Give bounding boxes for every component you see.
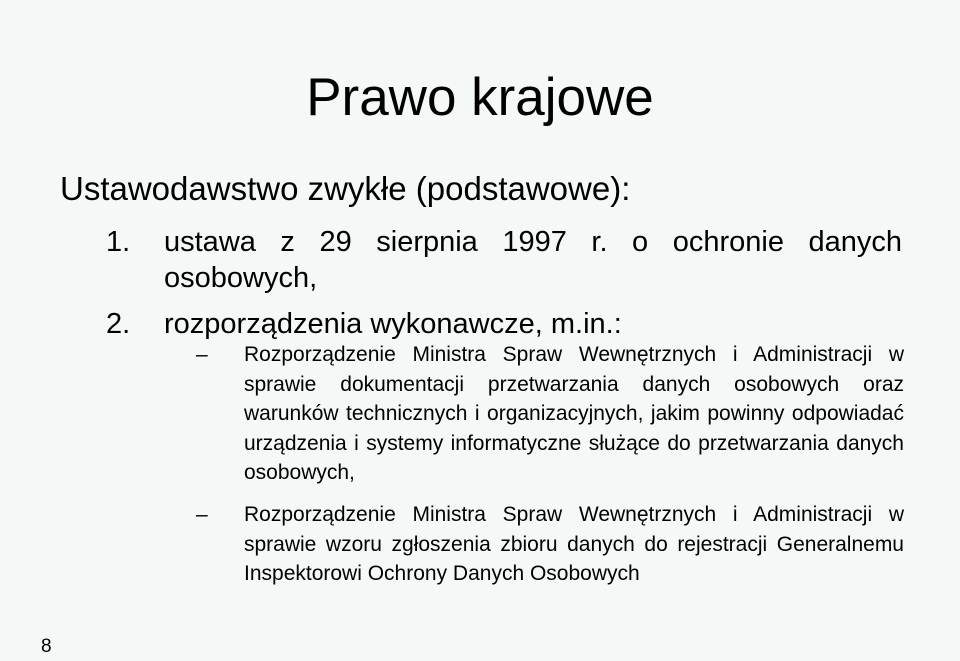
sub-item-1 — [196, 340, 904, 488]
item-text: rozporządzenia wykonawcze, m.in.: — [164, 308, 622, 340]
item-number: 1. — [106, 226, 131, 258]
sub-item-2 — [196, 500, 904, 589]
slide-title — [0, 66, 960, 130]
dash-bullet: – — [196, 343, 208, 366]
item-number: 2. — [106, 308, 131, 340]
sub-item-text: Rozporządzenie Ministra Spraw Wewnętrznych i Administracji w sprawie dokumentacji przetwarzania danych osobowych oraz warunków technicznych i organizacyjnych, jakim powinny odpowiadać urządzenia i systemy informatyczne służące do przetwarzania danych osobowych, — [244, 343, 904, 484]
intro-text: Ustawodawstwo zwykłe (podstawowe): — [60, 170, 631, 207]
slide-title-text: Prawo krajowe — [306, 68, 654, 127]
item-text: ustawa z 29 sierpnia 1997 r. o ochronie danych osobowych, — [164, 226, 902, 294]
sub-item-text: Rozporządzenie Ministra Spraw Wewnętrznych i Administracji w sprawie wzoru zgłoszenia zbioru danych do rejestracji Generalnemu Inspektorowi Ochrony Danych Osobowych — [244, 503, 904, 585]
numbered-item-2 — [106, 306, 902, 342]
page-number: 8 — [41, 636, 52, 657]
numbered-item-1 — [106, 224, 902, 296]
dash-bullet: – — [196, 503, 208, 526]
